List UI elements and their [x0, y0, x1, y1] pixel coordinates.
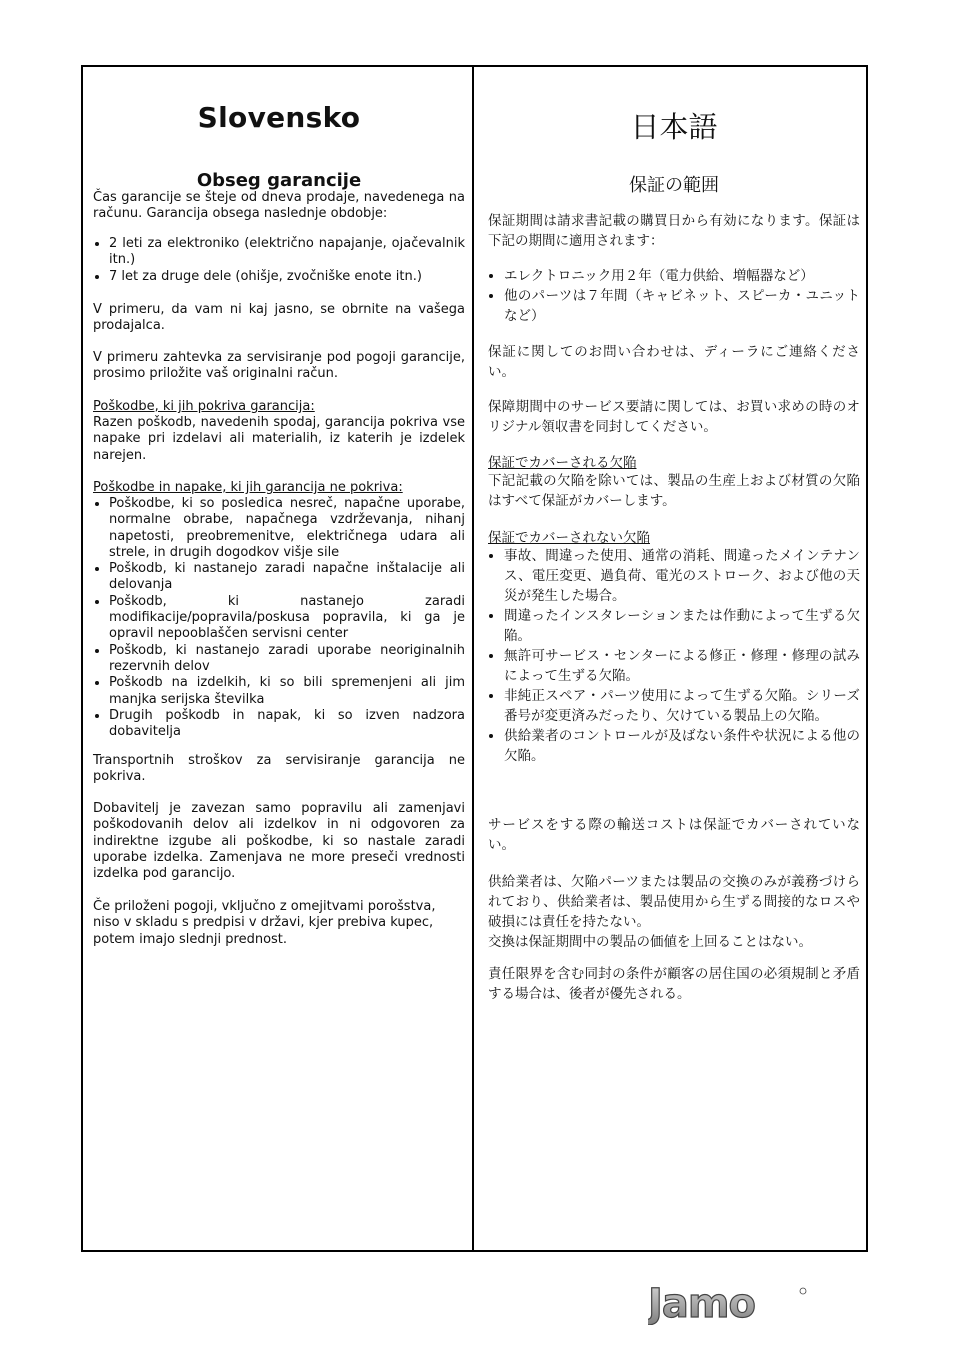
precedence-paragraph: Če priloženi pogoji, vključno z omejitvami porošstva, niso v skladu s predpisi v državi, kjer prebiva kupec, potem imajo slednji prednost.	[93, 899, 436, 947]
list-item: • 無許可サービス・センターによる修正・修理・修理の試みによって生ずる欠陥。	[504, 646, 860, 686]
covered-paragraph: Razen poškodb, navedenih spodaj, garancija pokriva vse napake pri izdelavi ali materialih, iz katerih je izdelek narejen.	[93, 415, 465, 463]
receipt-paragraph: V primeru zahtevka za servisiranje pod pogoji garancije, prosimo priložite vaš originalni račun.	[93, 350, 465, 382]
column-divider	[472, 65, 474, 1252]
covered-heading: 保証でカバーされる欠陥	[488, 455, 637, 471]
language-title: 日本語	[630, 110, 718, 144]
transport-paragraph: Transportnih stroškov za servisiranje garancija ne pokriva.	[93, 753, 465, 785]
list-item: • Poškodb, ki nastanejo zaradi modifikacije/popravila/poskusa popravila, ki ga je opravil nepooblaščen servisni center	[109, 594, 465, 643]
list-item: • 7 let za druge dele (ohišje, zvočniške enote itn.)	[109, 269, 465, 285]
list-item: • 供給業者のコントロールが及ばない条件や状況による他の欠陥。	[504, 726, 860, 766]
list-item: • エレクトロニック用２年（電力供給、増幅器など）	[504, 266, 860, 286]
liability-paragraph: Dobavitelj je zavezan samo popravilu ali zamenjavi poškodovanih delov ali izdelkov in ni odgovoren za indirektne izgube ali poškodbe, ki so nastale zaradi uporabe izdelka. Zamenjava ne more preseči vrednosti izdelka pod garancijo.	[93, 801, 465, 882]
list-item: • 非純正スペア・パーツ使用によって生ずる欠陥。シリーズ番号が変更済みだったり、欠けている製品上の欠陥。	[504, 686, 860, 726]
section-title: Obseg garancije	[196, 170, 362, 191]
not-covered-list	[93, 496, 465, 740]
covered-paragraph: 下記記載の欠陥を除いては、製品の生産上および材質の欠陥はすべて保証がカバーします。	[488, 473, 860, 509]
precedence-paragraph: 責任限界を含む同封の条件が顧客の居住国の必須規制と矛盾する場合は、後者が優先される。	[488, 966, 860, 1002]
unclear-paragraph: V primeru, da vam ni kaj jasno, se obrnite na vašega prodajalca.	[93, 302, 465, 334]
list-item: • 間違ったインスタレーションまたは作動によって生ずる欠陥。	[504, 606, 860, 646]
list-item: • Poškodbe, ki so posledica nesreč, napačne uporabe, normalne obrabe, napačnega vzdrževanja, nihanj napetosti, preobremenitve, električnega udara ali strele, in drugih dogodkov višje sile	[109, 496, 465, 561]
list-item: • Poškodb, ki nastanejo zaradi napačne inštalacije ali delovanja	[109, 561, 465, 594]
receipt-paragraph: 保障期間中のサービス要請に関しては、お買い求めの時のオリジナル領収書を同封してください。	[488, 399, 860, 435]
list-item: • Poškodb na izdelkih, ki so bili spremenjeni ali jim manjka serijska številka	[109, 675, 465, 708]
period-list	[488, 266, 860, 326]
list-item: • 事故、間違った使用、通常の消耗、間違ったメインテナンス、電圧変更、過負荷、電光のストローク、および他の天災が発生した場合。	[504, 546, 860, 606]
unclear-paragraph: 保証に関してのお問い合わせは、ディーラにご連絡ください。	[488, 344, 860, 380]
language-title: Slovensko	[197, 101, 361, 134]
intro-paragraph: Čas garancije se šteje od dneva prodaje, navedenega na računu. Garancija obsega naslednje obdobje:	[93, 190, 465, 222]
period-list	[93, 236, 465, 285]
list-item: • Drugih poškodb in napak, ki so izven nadzora dobavitelja	[109, 708, 465, 741]
jamo-logo	[648, 1283, 808, 1325]
covered-heading: Poškodbe, ki jih pokriva garancija:	[93, 399, 315, 414]
list-item: • 他のパーツは７年間（キャビネット、スピーカ・ユニットなど）	[504, 286, 860, 326]
transport-paragraph: サービスをする際の輸送コストは保証でカバーされていない。	[488, 817, 860, 853]
not-covered-heading: Poškodbe in napake, ki jih garancija ne pokriva:	[93, 480, 403, 495]
list-item: • 2 leti za elektroniko (električno napajanje, ojačevalnik itn.)	[109, 236, 465, 269]
list-item: • Poškodb, ki nastanejo zaradi uporabe neoriginalnih rezervnih delov	[109, 643, 465, 676]
not-covered-heading: 保証でカバーされない欠陥	[488, 530, 650, 546]
intro-paragraph: 保証期間は請求書記載の購買日から有効になります。保証は下記の期間に適用されます：	[488, 213, 860, 249]
svg-text:Jamo: Jamo	[648, 1283, 756, 1325]
not-covered-list	[488, 546, 860, 766]
section-title: 保証の範囲	[629, 175, 719, 196]
liability-paragraph: 供給業者は、欠陥パーツまたは製品の交換のみが義務づけられており、供給業者は、製品使用から生ずる間接的なロスや破損には責任を持たない。 交換は保証期間中の製品の価値を上回ることはない。	[488, 874, 860, 950]
